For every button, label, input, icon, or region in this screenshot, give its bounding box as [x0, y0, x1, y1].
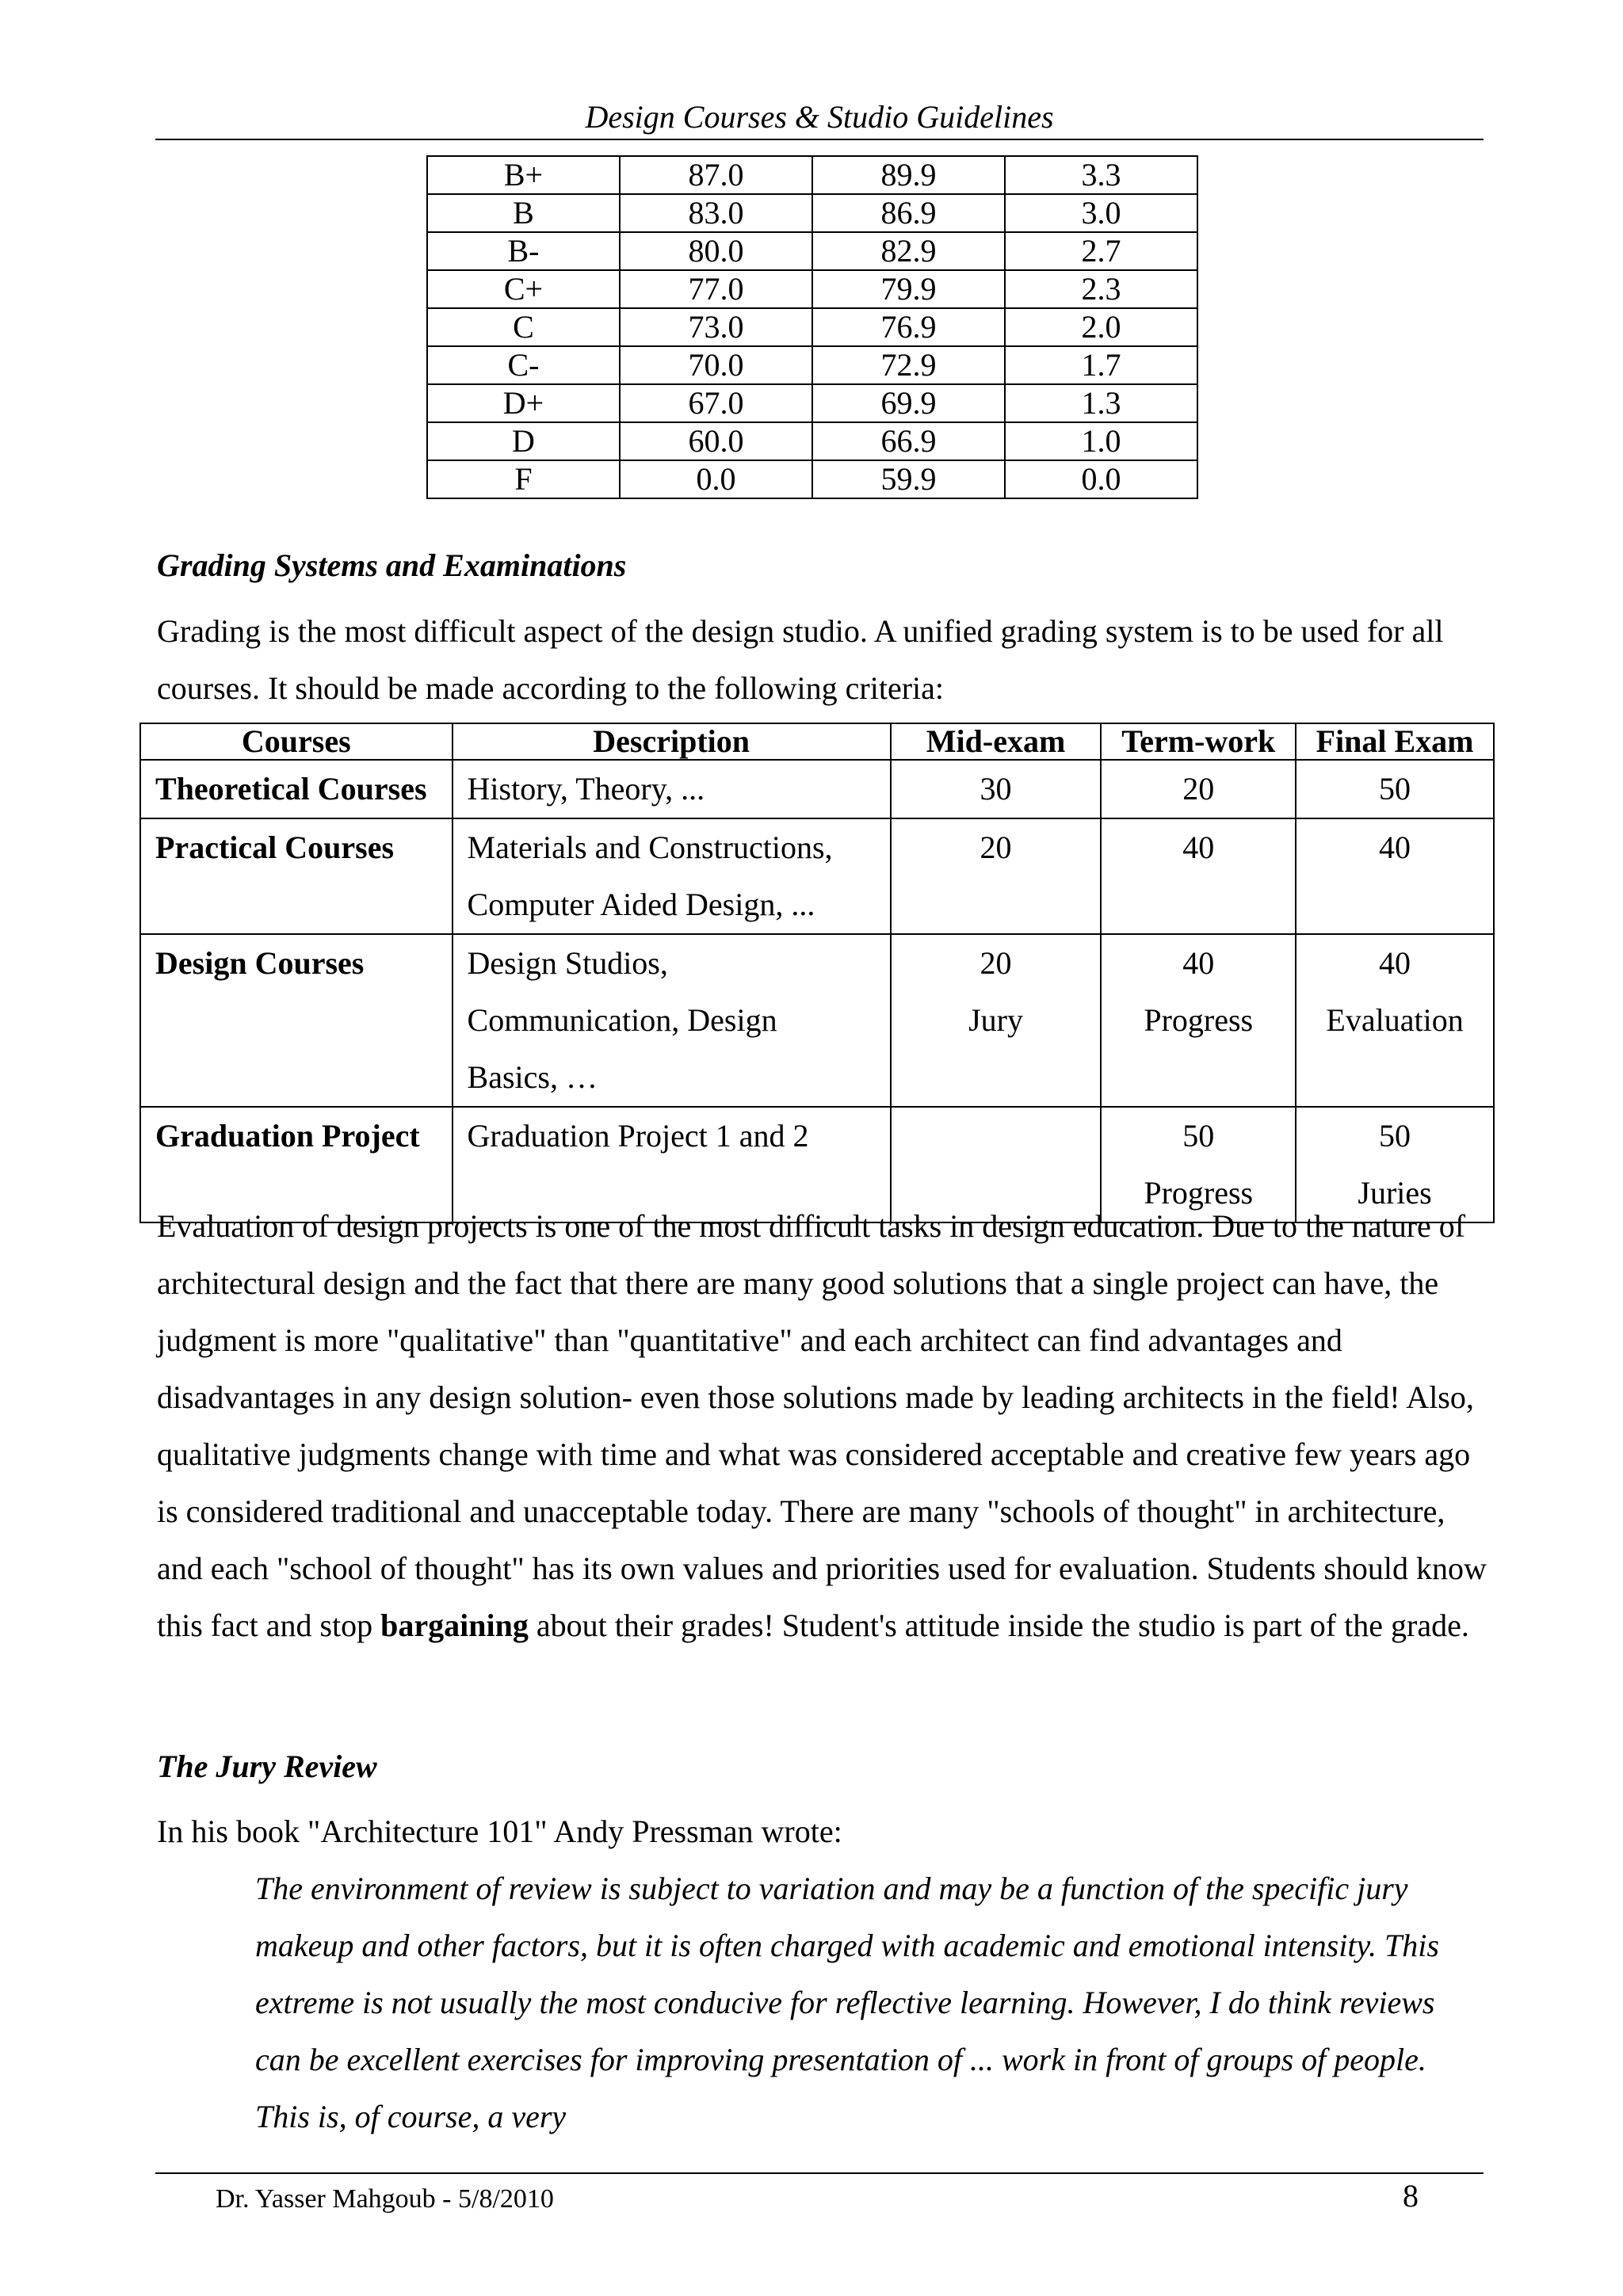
mid-exam-cell: 20 Jury: [891, 934, 1102, 1107]
grade-row: [427, 346, 1197, 384]
grade-cell: B-: [427, 232, 620, 270]
pressman-quote: The environment of review is subject to variation and may be a function of the specific jury makeup and other factors, but it is often charged with academic and emotional intensity. This extreme is not usually the most conducive for reflective learning. However, I do think reviews can be excellent exercises for improving presentation of ... work in front of groups of people. This is, of course, a very: [255, 1871, 1439, 2134]
criteria-header-row: [140, 723, 1494, 760]
header-mid-exam: Mid-exam: [891, 723, 1102, 760]
grade-cell: D+: [427, 384, 620, 422]
mid-exam-cell: 30: [891, 760, 1102, 818]
evaluation-text-end: about their grades! Student's attitude inside the studio is part of the grade.: [528, 1608, 1469, 1643]
grade-cell: 80.0: [620, 232, 812, 270]
grade-cell: 2.0: [1005, 308, 1197, 346]
course-cell: Theoretical Courses: [140, 760, 453, 818]
grade-cell: B+: [427, 156, 620, 194]
header-courses: Courses: [140, 723, 453, 760]
evaluation-bold-word: bargaining: [380, 1608, 529, 1643]
grade-row: [427, 194, 1197, 232]
grade-cell: F: [427, 460, 620, 498]
term-work-cell: 40 Progress: [1101, 934, 1296, 1107]
grade-cell: 82.9: [812, 232, 1005, 270]
grade-cell: 87.0: [620, 156, 812, 194]
grade-cell: 70.0: [620, 346, 812, 384]
header-rule: [155, 139, 1484, 140]
evaluation-text: Evaluation of design projects is one of the most difficult tasks in design education. Due to the nature of architectural design and the fact that there are many good solutions that a single project can have, the judgment is more "qualitative" than "quantitative" and each architect can find advantages and disadvantages in any design solution- even those solutions made by leading architects in the field! Also, qualitative judgments change with time and what was considered acceptable and creative few years ago is considered traditional and unacceptable today. There are many "schools of thought" in architecture, and each "school of thought" has its own values and priorities used for evaluation. Students should know this fact and stop: [157, 1208, 1487, 1643]
grade-cell: D: [427, 422, 620, 460]
grade-row: [427, 308, 1197, 346]
criteria-row: [140, 934, 1494, 1107]
final-exam-cell: 50 Juries: [1296, 1107, 1494, 1222]
final-exam-cell: 40: [1296, 818, 1494, 934]
description-cell: Design Studios, Communication, Design Basics, …: [453, 934, 891, 1107]
grade-row: [427, 270, 1197, 308]
grade-cell: 66.9: [812, 422, 1005, 460]
grade-row: [427, 460, 1197, 498]
evaluation-paragraph: [157, 1198, 1488, 1654]
grade-cell: B: [427, 194, 620, 232]
final-exam-cell: 50: [1296, 760, 1494, 818]
footer-rule: [155, 2172, 1484, 2174]
grade-cell: 59.9: [812, 460, 1005, 498]
grade-cell: 73.0: [620, 308, 812, 346]
grading-intro: Grading is the most difficult aspect of the design studio. A unified grading system is to be used for all courses. It should be made according to the following criteria:: [157, 613, 1444, 706]
grade-row: [427, 232, 1197, 270]
course-cell: Graduation Project: [140, 1107, 453, 1222]
course-cell: Design Courses: [140, 934, 453, 1107]
grade-cell: 79.9: [812, 270, 1005, 308]
grade-row: [427, 422, 1197, 460]
grade-scale-table: [426, 155, 1198, 499]
grade-cell: 77.0: [620, 270, 812, 308]
term-work-cell: 50 Progress: [1101, 1107, 1296, 1222]
header-description: Description: [453, 723, 891, 760]
header-final-exam: Final Exam: [1296, 723, 1494, 760]
grade-cell: 2.7: [1005, 232, 1197, 270]
page-header-title: Design Courses & Studio Guidelines: [585, 99, 1054, 135]
grade-cell: C+: [427, 270, 620, 308]
grade-cell: 76.9: [812, 308, 1005, 346]
description-cell: Graduation Project 1 and 2: [453, 1107, 891, 1222]
grade-cell: 72.9: [812, 346, 1005, 384]
page-number: 8: [1403, 2178, 1419, 2214]
grade-cell: 69.9: [812, 384, 1005, 422]
grade-cell: 1.7: [1005, 346, 1197, 384]
jury-intro: In his book "Architecture 101" Andy Pressman wrote:: [157, 1814, 842, 1849]
grade-cell: 2.3: [1005, 270, 1197, 308]
grade-cell: 86.9: [812, 194, 1005, 232]
jury-heading: The Jury Review: [157, 1749, 377, 1784]
grade-cell: 83.0: [620, 194, 812, 232]
grade-cell: 3.0: [1005, 194, 1197, 232]
grade-cell: C: [427, 308, 620, 346]
footer-author: Dr. Yasser Mahgoub - 5/8/2010: [216, 2184, 554, 2214]
grade-cell: 1.0: [1005, 422, 1197, 460]
mid-exam-cell: 20: [891, 818, 1102, 934]
course-cell: Practical Courses: [140, 818, 453, 934]
term-work-cell: 40: [1101, 818, 1296, 934]
grade-row: [427, 156, 1197, 194]
grading-criteria-table: [139, 723, 1495, 1223]
grade-cell: 60.0: [620, 422, 812, 460]
criteria-row: [140, 818, 1494, 934]
term-work-cell: 20: [1101, 760, 1296, 818]
grade-cell: C-: [427, 346, 620, 384]
grading-heading: Grading Systems and Examinations: [157, 547, 627, 583]
header-term-work: Term-work: [1101, 723, 1296, 760]
grade-cell: 3.3: [1005, 156, 1197, 194]
criteria-row: [140, 760, 1494, 818]
description-cell: Materials and Constructions, Computer Aided Design, ...: [453, 818, 891, 934]
grade-cell: 67.0: [620, 384, 812, 422]
final-exam-cell: 40 Evaluation: [1296, 934, 1494, 1107]
grade-cell: 0.0: [1005, 460, 1197, 498]
grade-row: [427, 384, 1197, 422]
grade-cell: 0.0: [620, 460, 812, 498]
grade-cell: 1.3: [1005, 384, 1197, 422]
grade-cell: 89.9: [812, 156, 1005, 194]
description-cell: History, Theory, ...: [453, 760, 891, 818]
